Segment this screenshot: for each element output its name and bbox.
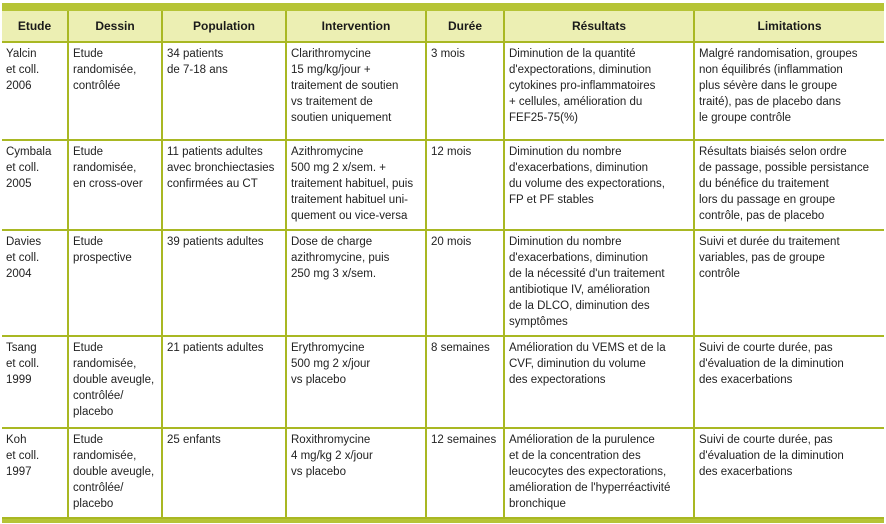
cell-dessin: Etude randomisée, double aveugle, contrôlée/ placebo — [68, 428, 162, 518]
cell-limitations: Suivi de courte durée, pas d'évaluation de la diminution des exacerbations — [694, 336, 884, 428]
cell-intervention: Roxithromycine 4 mg/kg 2 x/jour vs placebo — [286, 428, 426, 518]
table-row — [2, 230, 884, 336]
cell-limitations: Malgré randomisation, groupes non équilibrés (inflammation plus sévère dans le groupe traité), pas de placebo dans le groupe contrôle — [694, 42, 884, 140]
cell-dessin: Etude prospective — [68, 230, 162, 336]
studies-table-container — [2, 3, 884, 523]
cell-etude: Koh et coll. 1997 — [2, 428, 68, 518]
cell-etude: Tsang et coll. 1999 — [2, 336, 68, 428]
cell-limitations: Suivi de courte durée, pas d'évaluation de la diminution des exacerbations — [694, 428, 884, 518]
cell-population: 21 patients adultes — [162, 336, 286, 428]
header-etude: Etude — [2, 11, 68, 42]
cell-intervention: Dose de charge azithromycine, puis 250 mg 3 x/sem. — [286, 230, 426, 336]
cell-duree: 8 semaines — [426, 336, 504, 428]
cell-intervention: Clarithromycine 15 mg/kg/jour + traitement de soutien vs traitement de soutien uniquement — [286, 42, 426, 140]
cell-population: 25 enfants — [162, 428, 286, 518]
header-resultats: Résultats — [504, 11, 694, 42]
cell-intervention: Erythromycine 500 mg 2 x/jour vs placebo — [286, 336, 426, 428]
cell-limitations: Résultats biaisés selon ordre de passage, possible persistance du bénéfice du traitement lors du passage en groupe contrôle, pas de placebo — [694, 140, 884, 230]
cell-dessin: Etude randomisée, en cross-over — [68, 140, 162, 230]
cell-etude: Yalcin et coll. 2006 — [2, 42, 68, 140]
table-row — [2, 336, 884, 428]
cell-resultats: Diminution du nombre d'exacerbations, diminution de la nécessité d'un traitement antibiotique IV, amélioration de la DLCO, diminution des symptômes — [504, 230, 694, 336]
header-dessin: Dessin — [68, 11, 162, 42]
cell-intervention: Azithromycine 500 mg 2 x/sem. + traitement habituel, puis traitement habituel uni- quement ou vice-versa — [286, 140, 426, 230]
cell-duree: 3 mois — [426, 42, 504, 140]
header-intervention: Intervention — [286, 11, 426, 42]
cell-duree: 12 mois — [426, 140, 504, 230]
table-bottom-rule — [2, 519, 884, 523]
cell-resultats: Diminution de la quantité d'expectorations, diminution cytokines pro-inflammatoires + cellules, amélioration du FEF25-75(%) — [504, 42, 694, 140]
table-row — [2, 140, 884, 230]
cell-population: 34 patients de 7-18 ans — [162, 42, 286, 140]
cell-etude: Cymbala et coll. 2005 — [2, 140, 68, 230]
cell-population: 11 patients adultes avec bronchiectasies confirmées au CT — [162, 140, 286, 230]
header-limitations: Limitations — [694, 11, 884, 42]
table-row — [2, 428, 884, 518]
cell-dessin: Etude randomisée, double aveugle, contrôlée/ placebo — [68, 336, 162, 428]
table-top-rule — [2, 3, 884, 11]
cell-population: 39 patients adultes — [162, 230, 286, 336]
cell-duree: 12 semaines — [426, 428, 504, 518]
cell-etude: Davies et coll. 2004 — [2, 230, 68, 336]
cell-resultats: Amélioration de la purulence et de la concentration des leucocytes des expectorations, amélioration de l'hyperréactivité bronchique — [504, 428, 694, 518]
header-row — [2, 11, 884, 42]
cell-resultats: Diminution du nombre d'exacerbations, diminution du volume des expectorations, FP et PF stables — [504, 140, 694, 230]
table-row — [2, 42, 884, 140]
header-duree: Durée — [426, 11, 504, 42]
header-population: Population — [162, 11, 286, 42]
cell-limitations: Suivi et durée du traitement variables, pas de groupe contrôle — [694, 230, 884, 336]
studies-table — [2, 11, 884, 519]
cell-duree: 20 mois — [426, 230, 504, 336]
cell-resultats: Amélioration du VEMS et de la CVF, diminution du volume des expectorations — [504, 336, 694, 428]
cell-dessin: Etude randomisée, contrôlée — [68, 42, 162, 140]
